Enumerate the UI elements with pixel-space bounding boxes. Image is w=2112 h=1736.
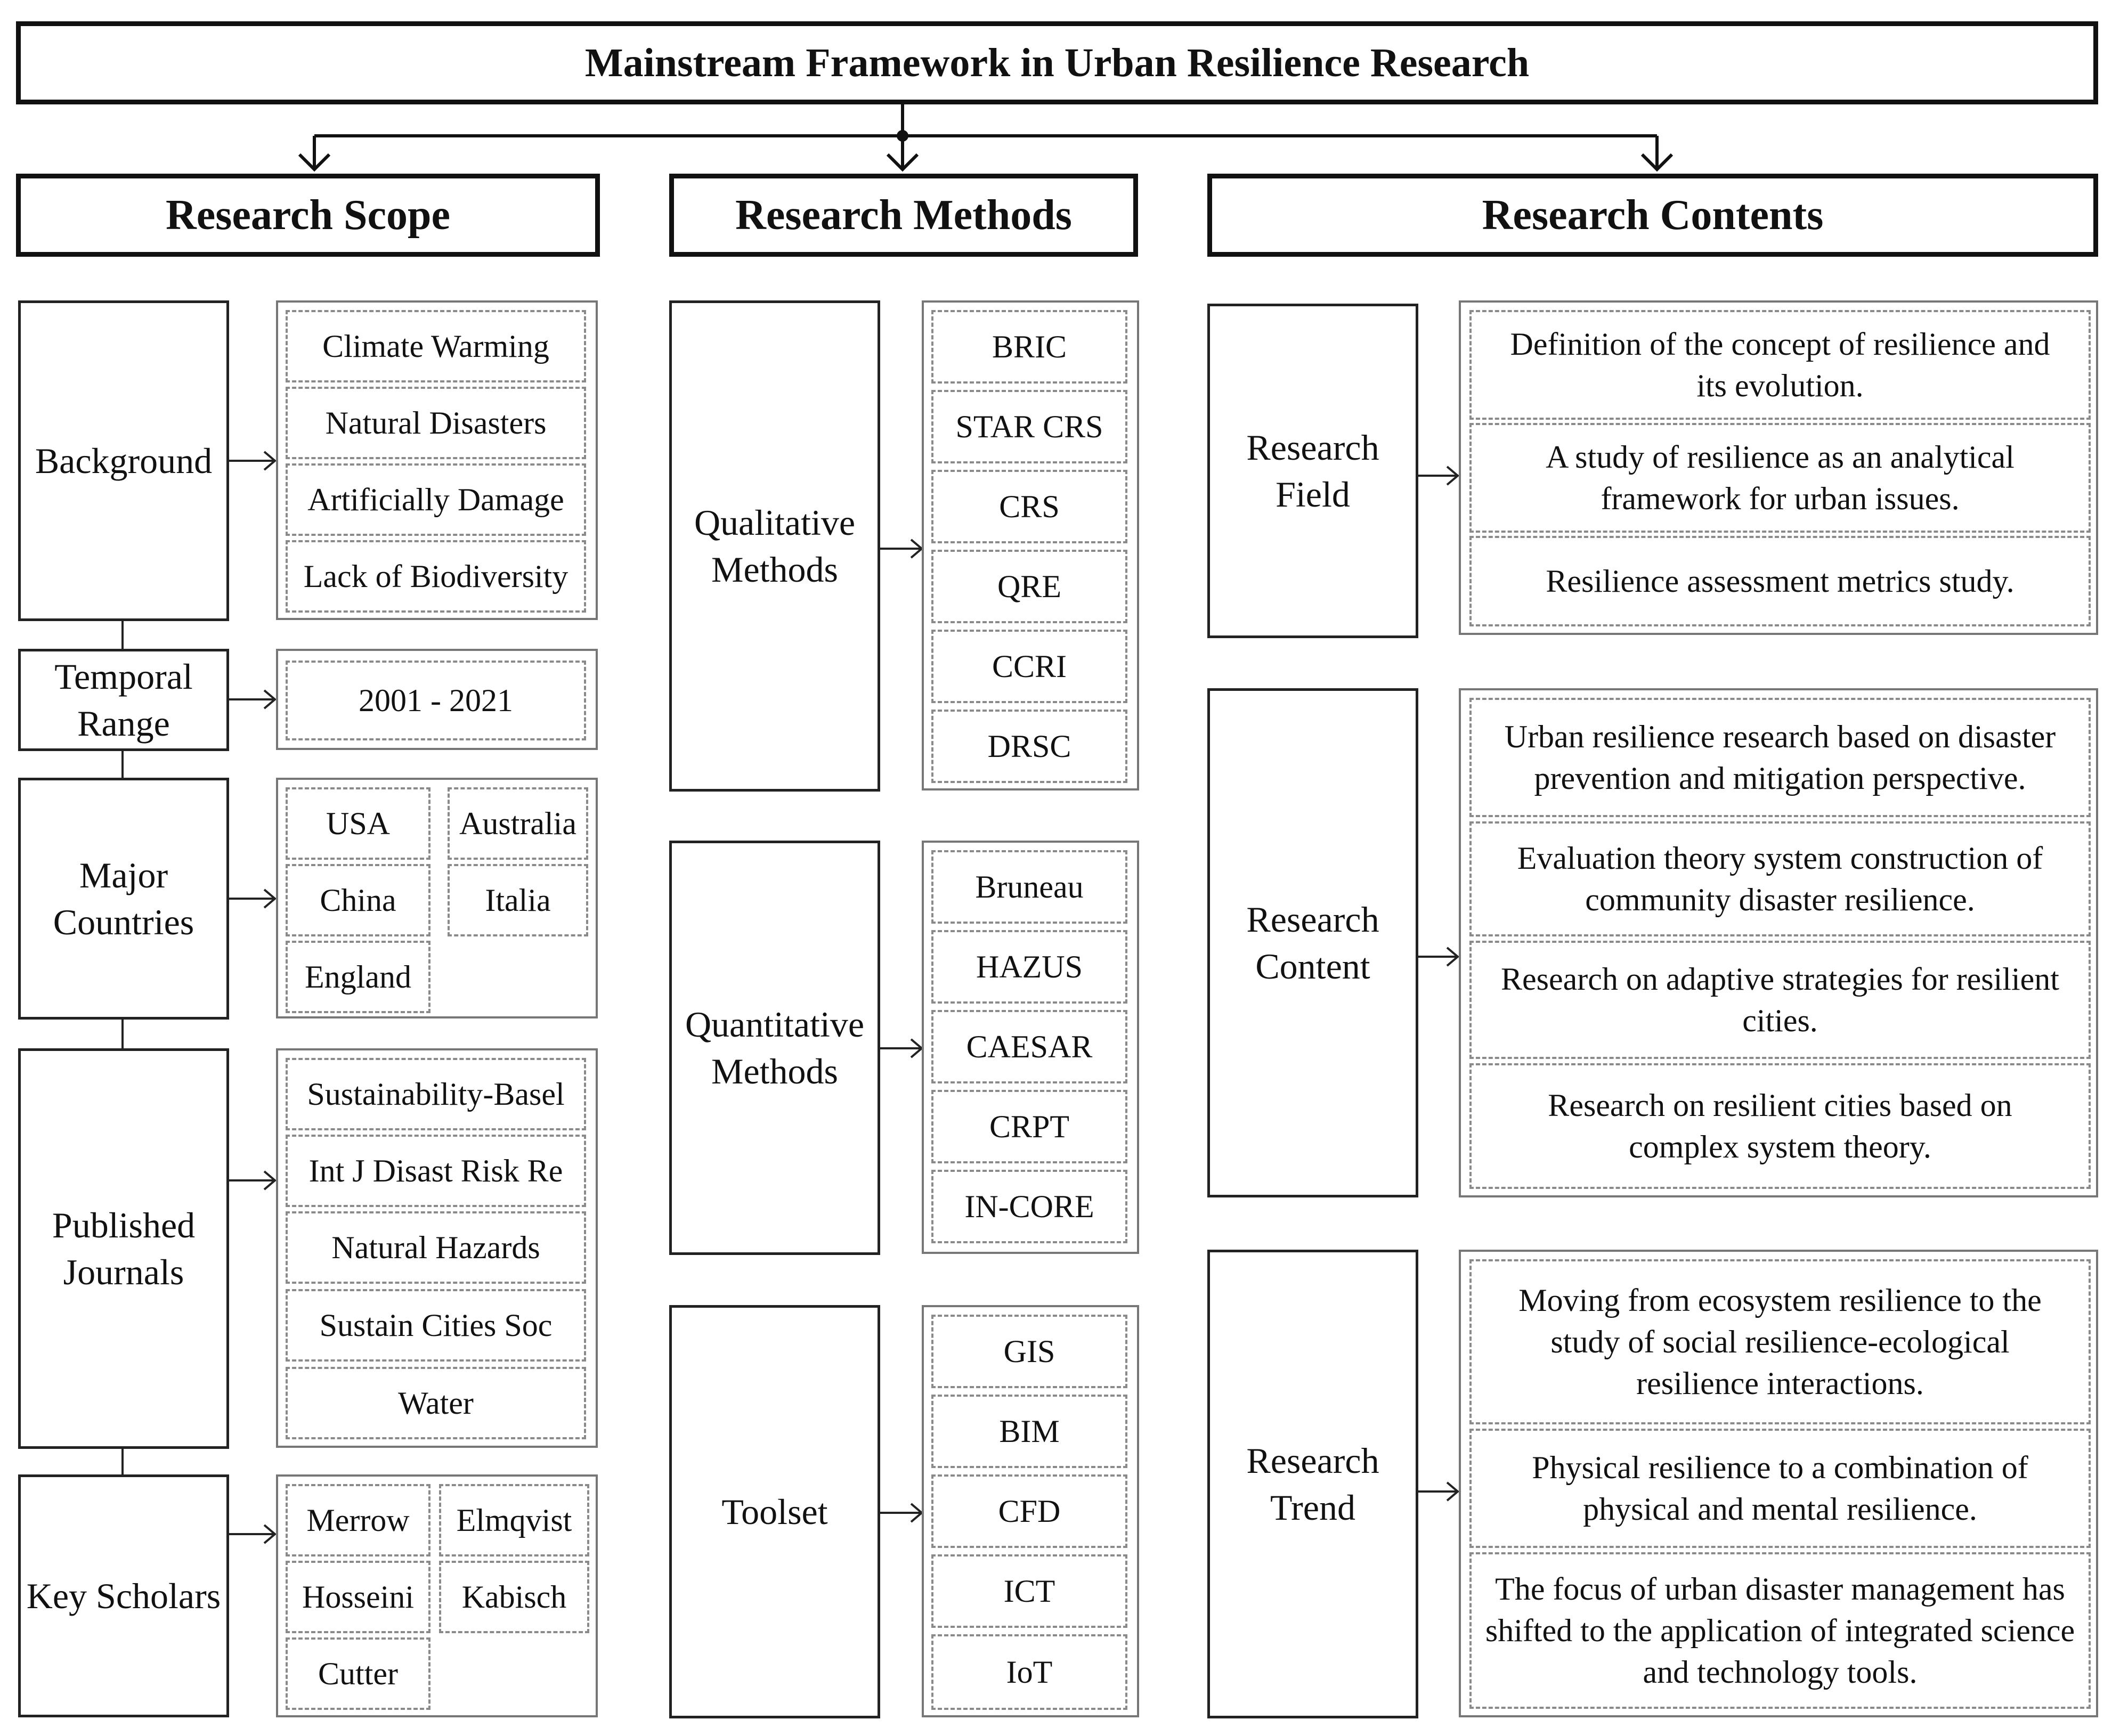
item-china: China: [286, 864, 430, 936]
item-ccri: CCRI: [931, 630, 1127, 703]
item-caesar: CAESAR: [931, 1010, 1127, 1083]
item-lack-of-biodiversity: Lack of Biodiversity: [286, 540, 586, 613]
group-background: [276, 300, 598, 620]
item-in-core: IN-CORE: [931, 1170, 1127, 1243]
item-complex-system-theory: Research on resilient cities based on complex system theory.: [1469, 1063, 2091, 1189]
item-ecosystem-to-social: Moving from ecosystem resilience to the study of social resilience-ecological resilience interactions.: [1469, 1259, 2091, 1424]
item-assessment-metrics: Resilience assessment metrics study.: [1469, 536, 2091, 626]
group-research-field: [1459, 300, 2098, 635]
item-hosseini: Hosseini: [286, 1561, 430, 1633]
item-sustainability-basel: Sustainability-Basel: [286, 1058, 586, 1130]
item-integrated-tools: The focus of urban disaster management has shifted to the application of integrated science and technology tools.: [1469, 1552, 2091, 1709]
category-toolset: Toolset: [669, 1305, 880, 1718]
item-concept-definition: Definition of the concept of resilience and its evolution.: [1469, 310, 2091, 420]
category-key-scholars: Key Scholars: [18, 1474, 229, 1717]
diagram-title: Mainstream Framework in Urban Resilience Research: [16, 21, 2098, 104]
item-cutter: Cutter: [286, 1637, 430, 1710]
item-crpt: CRPT: [931, 1090, 1127, 1163]
item-sustain-cities-soc: Sustain Cities Soc: [286, 1289, 586, 1362]
item-england: England: [286, 941, 430, 1013]
category-major-countries: Major Countries: [18, 778, 229, 1020]
item-analytical-framework: A study of resilience as an analytical framework for urban issues.: [1469, 423, 2091, 533]
group-quantitative-methods: [922, 841, 1139, 1254]
item-elmqvist: Elmqvist: [439, 1484, 589, 1556]
item-evaluation-theory: Evaluation theory system construction of community disaster resilience.: [1469, 821, 2091, 936]
header-research-scope: Research Scope: [16, 174, 600, 257]
item-kabisch: Kabisch: [439, 1561, 589, 1633]
category-published-journals: Published Journals: [18, 1048, 229, 1449]
item-physical-mental: Physical resilience to a combination of physical and mental resilience.: [1469, 1429, 2091, 1548]
item-artificially-damage: Artificially Damage: [286, 463, 586, 536]
group-toolset: [922, 1305, 1139, 1717]
item-cfd: CFD: [931, 1474, 1127, 1548]
group-research-content: [1459, 688, 2098, 1197]
item-iot: IoT: [931, 1634, 1127, 1710]
header-research-contents: Research Contents: [1207, 174, 2098, 257]
item-star-crs: STAR CRS: [931, 390, 1127, 463]
item-bim: BIM: [931, 1395, 1127, 1468]
group-qualitative-methods: [922, 300, 1139, 790]
category-temporal-range: Temporal Range: [18, 649, 229, 751]
category-quantitative-methods: Quantitative Methods: [669, 841, 880, 1255]
item-adaptive-strategies: Research on adaptive strategies for resilient cities.: [1469, 941, 2091, 1059]
item-natural-hazards: Natural Hazards: [286, 1211, 586, 1284]
item-ict: ICT: [931, 1554, 1127, 1628]
group-temporal-range: [276, 649, 598, 750]
item-water: Water: [286, 1367, 586, 1439]
item-int-j-disast-risk-re: Int J Disast Risk Re: [286, 1135, 586, 1207]
item-merrow: Merrow: [286, 1484, 430, 1556]
item-qre: QRE: [931, 550, 1127, 623]
category-qualitative-methods: Qualitative Methods: [669, 300, 880, 792]
item-year-range: 2001 - 2021: [286, 661, 586, 740]
item-gis: GIS: [931, 1315, 1127, 1388]
item-hazus: HAZUS: [931, 930, 1127, 1004]
item-crs: CRS: [931, 470, 1127, 543]
category-research-field: Research Field: [1207, 304, 1418, 638]
item-bruneau: Bruneau: [931, 850, 1127, 924]
group-major-countries: [276, 778, 598, 1018]
item-disaster-prevention: Urban resilience research based on disaster prevention and mitigation perspective.: [1469, 698, 2091, 817]
category-background: Background: [18, 300, 229, 621]
item-italia: Italia: [448, 864, 588, 936]
item-climate-warming: Climate Warming: [286, 310, 586, 382]
group-key-scholars: [276, 1474, 598, 1717]
item-usa: USA: [286, 787, 430, 860]
category-research-trend: Research Trend: [1207, 1250, 1418, 1718]
item-bric: BRIC: [931, 310, 1127, 384]
header-research-methods: Research Methods: [669, 174, 1138, 257]
group-research-trend: [1459, 1250, 2098, 1717]
category-research-content: Research Content: [1207, 688, 1418, 1197]
item-natural-disasters: Natural Disasters: [286, 387, 586, 459]
item-drsc: DRSC: [931, 710, 1127, 783]
group-published-journals: [276, 1048, 598, 1448]
item-australia: Australia: [448, 787, 588, 860]
